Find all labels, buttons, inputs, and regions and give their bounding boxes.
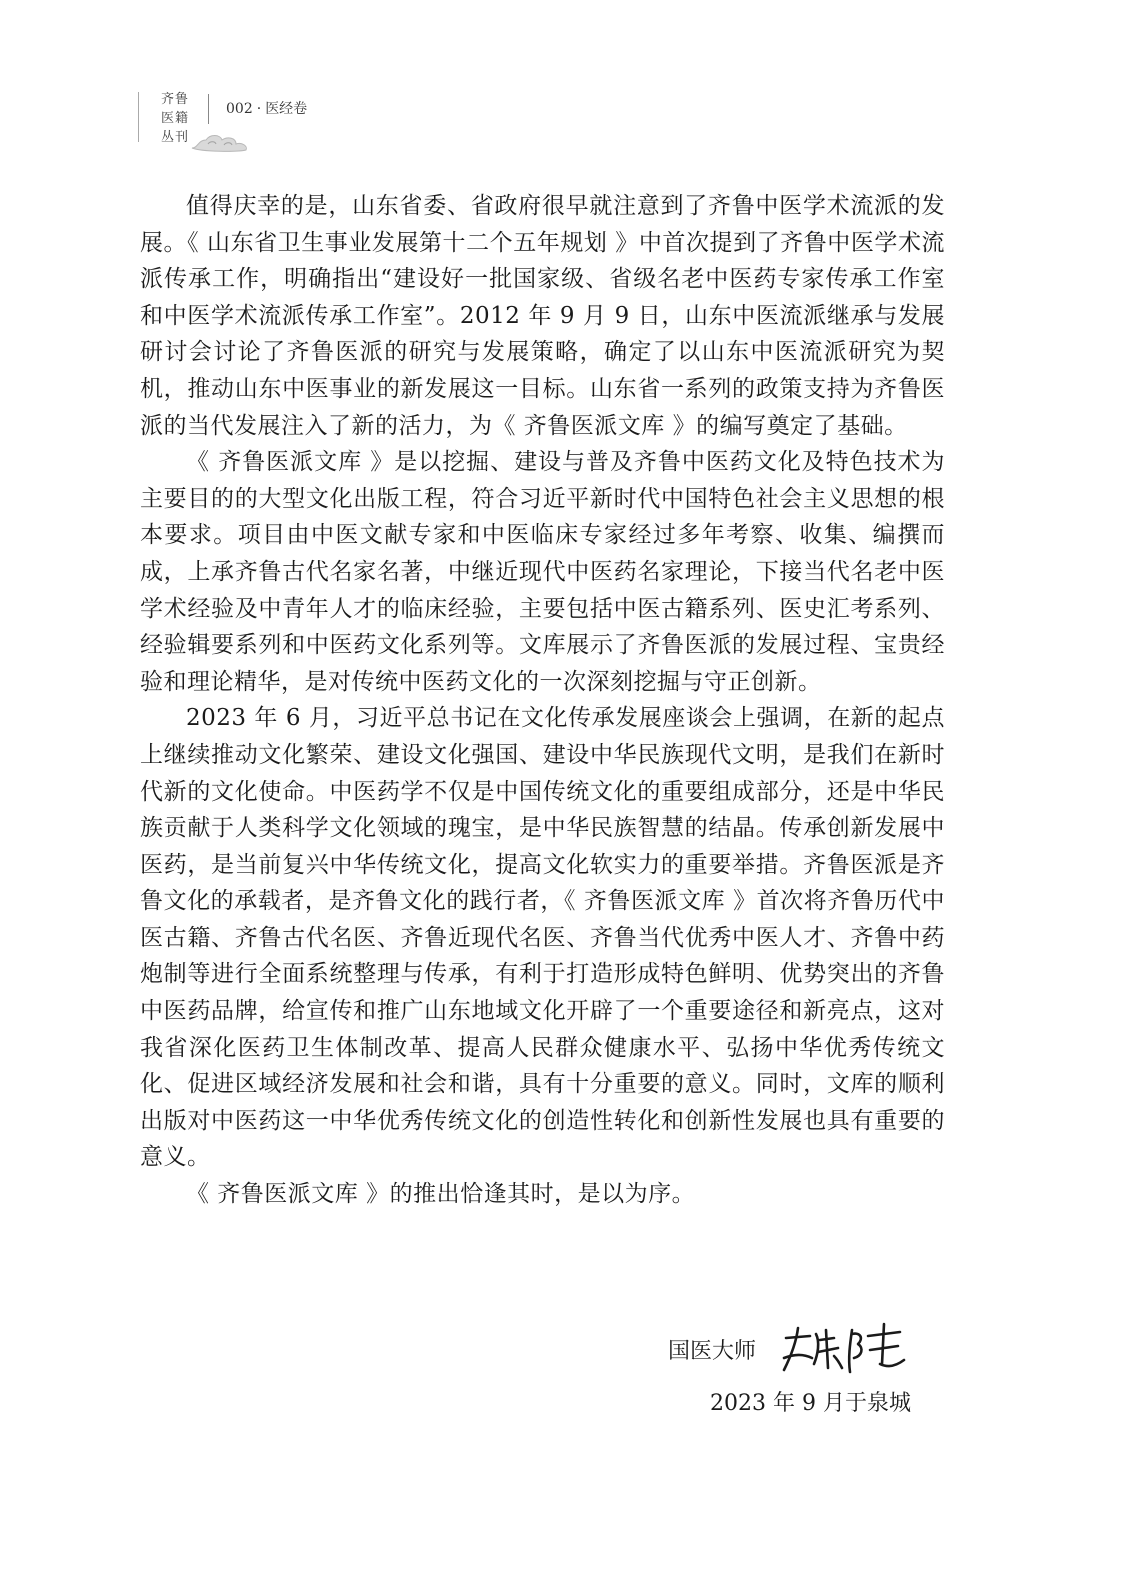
cloud-ornament-icon [190, 130, 250, 154]
signer-title: 国医大师 [668, 1339, 757, 1364]
paragraph: 值得庆幸的是，山东省委、省政府很早就注意到了齐鲁中医学术流派的发展。《 山东省卫生事业发展第十二个五年规划 》中首次提到了齐鲁中医学术流派传承工作，明确指出“建设好一批国家级、省级名老中医药专家传承工作室和中医学术流派传承工作室”。2012 年 9 月 9 日，山东中医流派继承与发展研讨会讨论了齐鲁医派的研究与发展策略，确定了以山东中医流派研究为契机，推动山东中医事业的新发展这一目标。山东省一系列的政策支持为齐鲁医派的当代发展注入了新的活力，为《 齐鲁医派文库 》的编写奠定了基础。 [140, 193, 945, 439]
header-divider [208, 94, 209, 124]
running-header [150, 90, 470, 160]
volume-name: 医经卷 [265, 101, 308, 117]
page-separator: · [256, 101, 262, 117]
page-number: 002 [226, 101, 253, 117]
handwritten-signature [780, 1320, 910, 1380]
paragraph: 《 齐鲁医派文库 》是以挖掘、建设与普及齐鲁中医药文化及特色技术为主要目的的大型文化出版工程，符合习近平新时代中国特色社会主义思想的根本要求。项目由中医文献专家和中医临床专家经过多年考察、收集、编撰而成，上承齐鲁古代名家名著，中继近现代中医药名家理论，下接当代名老中医学术经验及中青年人才的临床经验，主要包括中医古籍系列、医史汇考系列、经验辑要系列和中医药文化系列等。文库展示了齐鲁医派的发展过程、宝贵经验和理论精华，是对传统中医药文化的一次深刻挖掘与守正创新。 [140, 449, 945, 695]
preface-body [140, 188, 945, 1213]
signature-block [668, 1320, 968, 1430]
series-title-line: 齐鲁 [160, 92, 189, 107]
paragraph: 《 齐鲁医派文库 》的推出恰逢其时，是以为序。 [186, 1181, 696, 1208]
header-side-rule [138, 92, 139, 142]
page-info [226, 98, 307, 118]
series-title-line: 丛刊 [160, 130, 189, 145]
sign-date: 2023 年 9 月于泉城 [710, 1391, 911, 1416]
paragraph: 2023 年 6 月，习近平总书记在文化传承发展座谈会上强调，在新的起点上继续推动文化繁荣、建设文化强国、建设中华民族现代文明，是我们在新时代新的文化使命。中医药学不仅是中国传统文化的重要组成部分，还是中华民族贡献于人类科学文化领域的瑰宝，是中华民族智慧的结晶。传承创新发展中医药，是当前复兴中华传统文化，提高文化软实力的重要举措。齐鲁医派是齐鲁文化的承载者，是齐鲁文化的践行者，《 齐鲁医派文库 》首次将齐鲁历代中医古籍、齐鲁古代名医、齐鲁近现代名医、齐鲁当代优秀中医人才、齐鲁中药炮制等进行全面系统整理与传承，有利于打造形成特色鲜明、优势突出的齐鲁中医药品牌，给宣传和推广山东地域文化开辟了一个重要途径和新亮点，这对我省深化医药卫生体制改革、提高人民群众健康水平、弘扬中华优秀传统文化、促进区域经济发展和社会和谐，具有十分重要的意义。同时，文库的顺利出版对中医药这一中华优秀传统文化的创造性转化和创新性发展也具有重要的意义。 [140, 705, 945, 1171]
series-title-line: 医籍 [160, 111, 189, 126]
